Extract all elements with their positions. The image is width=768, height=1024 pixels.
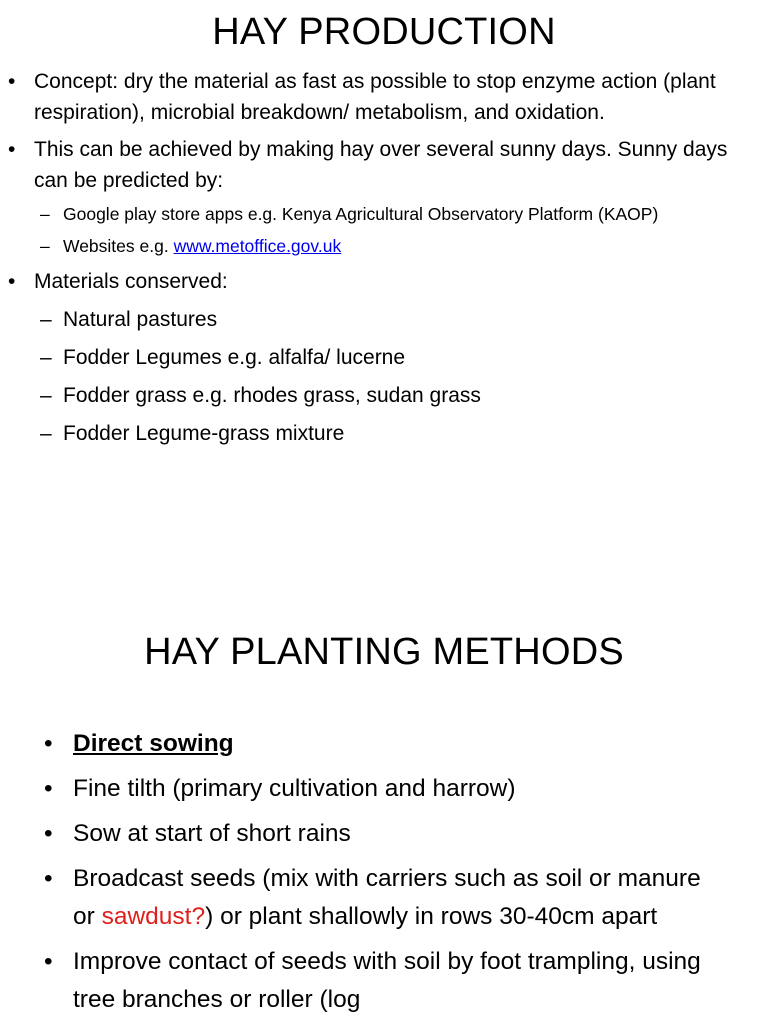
bullet-text: Improve contact of seeds with soil by foot trampling, using tree branches or roller (log — [73, 948, 701, 1013]
bullet-text: Materials conserved: — [34, 270, 228, 293]
bullet-list — [0, 718, 768, 1019]
bullet-direct-sowing — [0, 725, 768, 763]
bullet-text: This can be achieved by making hay over several sunny days. Sunny days can be predicted by: — [34, 138, 728, 192]
dash-icon: – — [40, 384, 52, 407]
highlight-text: sawdust? — [101, 903, 206, 930]
bullet-icon: • — [44, 775, 53, 802]
bullet-fine-tilth — [0, 770, 768, 808]
sub-item-text: Websites e.g. — [63, 236, 174, 256]
bullet-icon: • — [44, 948, 53, 975]
bullet-text: Concept: dry the material as fast as possible to stop enzyme action (plant respiration), microbial breakdown/ metabolism, and oxidation. — [34, 70, 716, 124]
section-heading: Direct sowing — [73, 730, 234, 757]
material-text: Natural pastures — [63, 308, 218, 331]
bullet-broadcast — [0, 860, 768, 936]
slide-hay-planting-methods — [0, 610, 768, 1024]
bullet-text: Broadcast seeds (mix with carriers such as soil or manure or — [73, 865, 701, 930]
material-item — [0, 418, 768, 449]
bullet-icon: • — [8, 138, 16, 161]
sub-item-websites — [0, 232, 768, 260]
bullet-icon: • — [8, 270, 16, 293]
material-text: Fodder Legumes e.g. alfalfa/ lucerne — [63, 346, 406, 369]
bullet-list — [0, 60, 768, 449]
material-item — [0, 342, 768, 373]
bullet-icon: • — [8, 70, 16, 93]
metoffice-link[interactable]: www.metoffice.gov.uk — [173, 236, 342, 256]
sub-item-text: Google play store apps e.g. Kenya Agricultural Observatory Platform (KAOP) — [63, 204, 659, 224]
bullet-concept — [0, 66, 768, 128]
dash-icon: – — [40, 236, 50, 256]
bullet-text: Fine tilth (primary cultivation and harrow) — [73, 775, 516, 802]
bullet-materials — [0, 266, 768, 297]
dash-icon: – — [40, 422, 52, 445]
slide-title: HAY PRODUCTION — [212, 11, 556, 53]
sub-item-apps — [0, 200, 768, 228]
bullet-text: Sow at start of short rains — [73, 820, 351, 847]
bullet-sow — [0, 815, 768, 853]
bullet-icon: • — [44, 865, 53, 892]
bullet-sunny-days — [0, 134, 768, 196]
material-item — [0, 380, 768, 411]
dash-icon: – — [40, 308, 52, 331]
bullet-icon: • — [44, 730, 53, 757]
material-text: Fodder Legume-grass mixture — [63, 422, 345, 445]
dash-icon: – — [40, 346, 52, 369]
material-text: Fodder grass e.g. rhodes grass, sudan grass — [63, 384, 481, 407]
material-item — [0, 304, 768, 335]
bullet-text: ) or plant shallowly in rows 30-40cm apart — [205, 903, 658, 930]
dash-icon: – — [40, 204, 50, 224]
bullet-icon: • — [44, 820, 53, 847]
bullet-improve-contact — [0, 943, 768, 1019]
slide-title: HAY PLANTING METHODS — [144, 631, 624, 673]
